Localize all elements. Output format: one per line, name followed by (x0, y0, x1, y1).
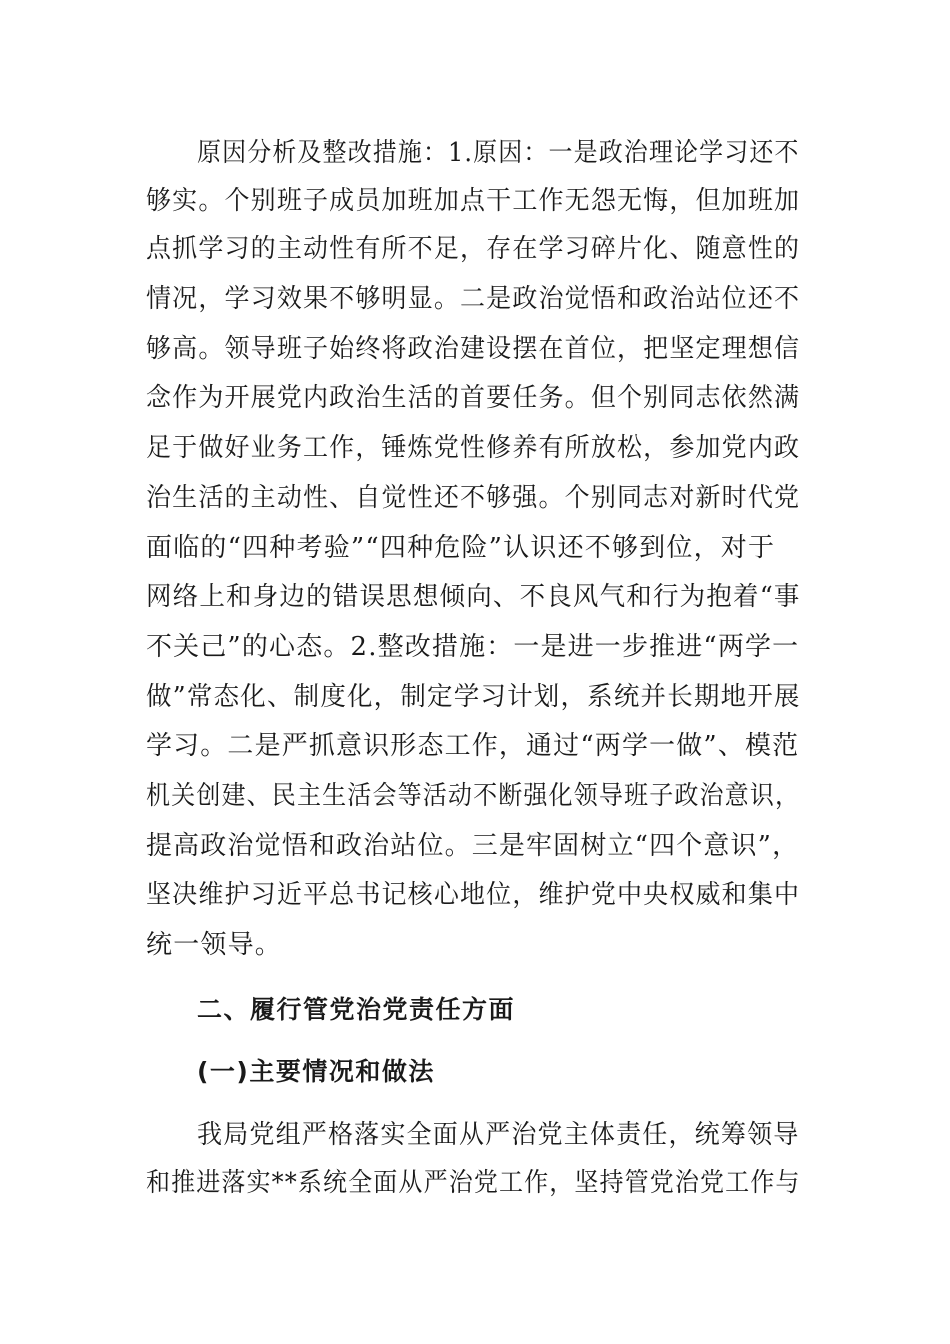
paragraph-1-line: 面临的“四种考验”“四种危险”认识还不够到位，对于 (146, 533, 776, 563)
paragraph-1-line: 网络上和身边的错误思想倾向、不良风气和行为抱着“事 (146, 582, 801, 612)
paragraph-1-line: 机关创建、民主生活会等活动不断强化领导班子政治意识， (146, 781, 801, 811)
section-heading: 二、履行管党治党责任方面 (197, 995, 516, 1024)
paragraph-1-line: 够高。领导班子始终将政治建设摆在首位，把坚定理想信 (146, 334, 801, 364)
paragraph-1-line: 提高政治觉悟和政治站位。三是牢固树立“四个意识”， (146, 831, 800, 861)
paragraph-1-line: 原因分析及整改措施：1.原因：一是政治理论学习还不 (197, 138, 800, 168)
paragraph-1-line: 足于做好业务工作，锤炼党性修养有所放松，参加党内政 (146, 433, 801, 463)
subsection-heading: (一)主要情况和做法 (197, 1057, 435, 1086)
paragraph-1-line: 情况，学习效果不够明显。二是政治觉悟和政治站位还不 (146, 284, 801, 314)
paragraph-2-line: 和推进落实**系统全面从严治党工作，坚持管党治党工作与 (146, 1168, 801, 1198)
paragraph-1-line: 不关己”的心态。2.整改措施：一是进一步推进“两学一 (146, 632, 800, 662)
paragraph-1-line: 够实。个别班子成员加班加点干工作无怨无悔，但加班加 (146, 186, 801, 216)
paragraph-1-line: 治生活的主动性、自觉性还不够强。个别同志对新时代党 (146, 483, 801, 513)
paragraph-1-line: 统一领导。 (146, 930, 283, 960)
paragraph-1-line: 坚决维护习近平总书记核心地位，维护党中央权威和集中 (146, 880, 801, 910)
paragraph-1-line: 点抓学习的主动性有所不足，存在学习碎片化、随意性的 (146, 234, 801, 264)
paragraph-1-line: 学习。二是严抓意识形态工作，通过“两学一做”、模范 (146, 731, 800, 761)
paragraph-1-line: 做”常态化、制度化，制定学习计划，系统并长期地开展 (146, 682, 801, 712)
paragraph-2-line: 我局党组严格落实全面从严治党主体责任，统筹领导 (197, 1120, 800, 1150)
paragraph-1-line: 念作为开展党内政治生活的首要任务。但个别同志依然满 (146, 383, 801, 413)
